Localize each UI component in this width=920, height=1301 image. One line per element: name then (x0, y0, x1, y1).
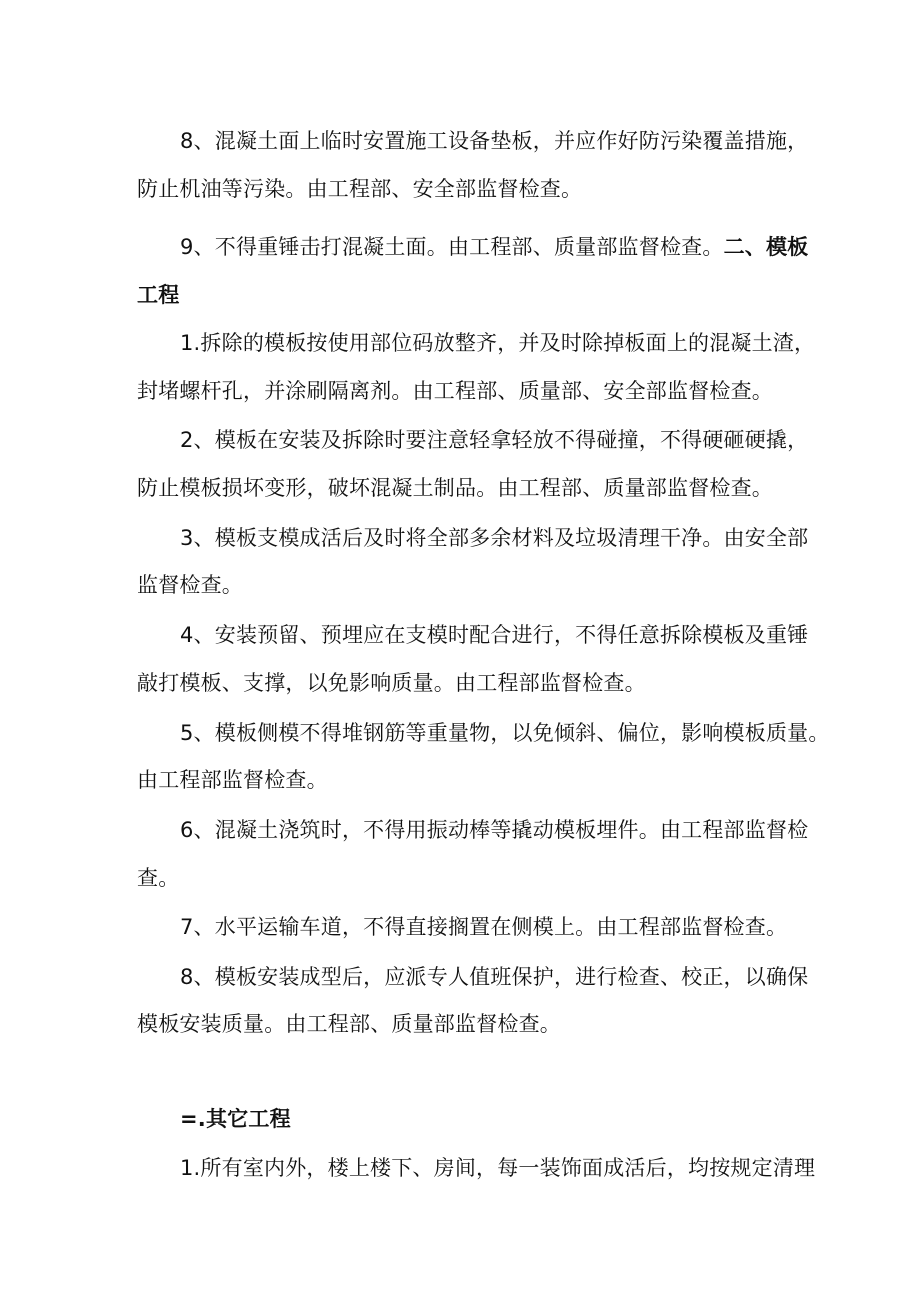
paragraph-line: 监督检查。 (137, 573, 243, 597)
paragraph-line: 防止模板损坏变形，破坏混凝土制品。由工程部、质量部监督检查。 (137, 476, 773, 500)
paragraph-line: 7、水平运输车道，不得直接搁置在侧模上。由工程部监督检查。 (180, 915, 788, 939)
paragraph-text: 9、不得重锤击打混凝土面。由工程部、质量部监督检查。 (180, 235, 724, 259)
paragraph-line: 6、混凝土浇筑时，不得用振动棒等撬动模板埋件。由工程部监督检 (180, 818, 809, 842)
paragraph-line: 2、模板在安装及拆除时要注意轻拿轻放不得碰撞，不得硬砸硬撬， (180, 428, 809, 452)
paragraph-line: 8、混凝土面上临时安置施工设备垫板，并应作好防污染覆盖措施， (180, 129, 809, 153)
paragraph-line: 1.拆除的模板按使用部位码放整齐，并及时除掉板面上的混凝土渣， (180, 331, 816, 355)
section-heading: =.其它工程 (180, 1107, 291, 1131)
paragraph-line: 8、模板安装成型后，应派专人值班保护，进行检查、校正，以确保 (180, 965, 809, 989)
paragraph-line: 4、安装预留、预埋应在支模时配合进行，不得任意拆除模板及重锤 (180, 623, 809, 647)
paragraph-line: 由工程部监督检查。 (137, 768, 328, 792)
paragraph-line: 5、模板侧模不得堆钢筋等重量物，以免倾斜、偏位，影响模板质量。 (180, 721, 830, 745)
section-heading: 工程 (137, 283, 180, 307)
paragraph-line: 模板安装质量。由工程部、质量部监督检查。 (137, 1012, 561, 1036)
paragraph-line: 3、模板支模成活后及时将全部多余材料及垃圾清理干净。由安全部 (180, 526, 809, 550)
paragraph-line: 1.所有室内外，楼上楼下、房间，每一装饰面成活后，均按规定清理 (180, 1156, 816, 1180)
section-heading: 二、模板 (723, 235, 809, 259)
paragraph-line: 防止机油等污染。由工程部、安全部监督检查。 (137, 177, 583, 201)
paragraph-line: 敲打模板、支撑，以免影响质量。由工程部监督检查。 (137, 671, 646, 695)
paragraph-line: 查。 (137, 866, 180, 890)
paragraph-line (180, 232, 808, 262)
paragraph-line: 封堵螺杆孔，并涂刷隔离剂。由工程部、质量部、安全部监督检查。 (137, 379, 773, 403)
